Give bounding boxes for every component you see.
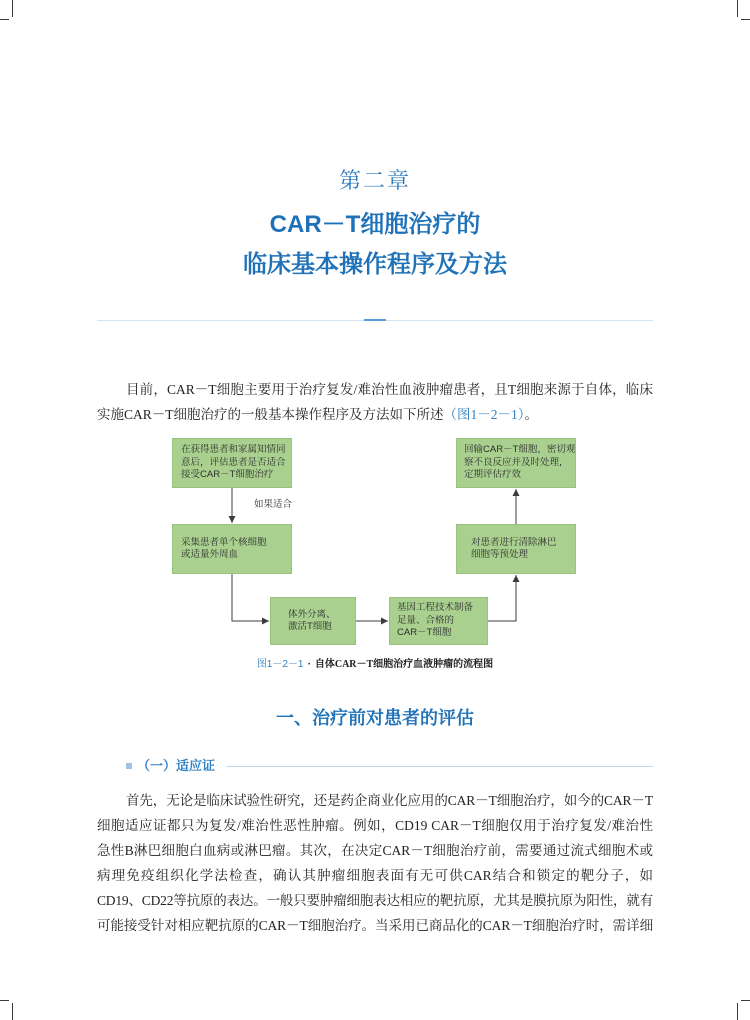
figure-caption-separator: · [307, 659, 311, 670]
figure-caption-text: 自体CAR－T细胞治疗血液肿瘤的流程图 [314, 659, 494, 670]
flow-box-car-t-manufacturing [389, 597, 488, 645]
subsection-rule [226, 766, 653, 767]
flow-box-text-line: CAR－T细胞 [397, 627, 452, 639]
body-paragraph-line: 病理免疫组织化学法检查，确认其肿瘤细胞表面有无可供CAR结合和锁定的靶分子，如 [97, 868, 653, 883]
chapter-title-line: CAR－T细胞治疗的 [269, 211, 481, 238]
flow-box-t-cell-activation [270, 597, 356, 645]
chapter-title-line: 临床基本操作程序及方法 [243, 251, 507, 278]
section-heading: 一、治疗前对患者的评估 [276, 708, 474, 728]
crop-mark-bottom-right-vertical [737, 1003, 738, 1020]
crop-mark-bottom-left-horizontal [0, 1000, 9, 1001]
crop-mark-bottom-right-horizontal [741, 1000, 750, 1001]
subsection-heading: （一）适应证 [137, 758, 216, 773]
body-paragraph-line: 首先，无论是临床试验性研究，还是药企商业化应用的CAR－T细胞治疗，如今的CAR－T [126, 793, 653, 808]
flow-box-text-line: 足量、合格的 [397, 614, 455, 626]
figure-reference: （图1－2－1） [443, 407, 525, 422]
crop-mark-top-right-horizontal [741, 19, 750, 20]
crop-mark-top-left-vertical [12, 0, 13, 17]
body-paragraph-line: 可能接受针对相应靶抗原的CAR－T细胞治疗。当采用已商品化的CAR－T细胞治疗时，需详细 [97, 918, 653, 933]
intro-paragraph-line [97, 402, 653, 427]
crop-mark-top-right-vertical [737, 0, 738, 17]
body-paragraph-line: CD19、CD22等抗原的表达。一般只要肿瘤细胞表达相应的靶抗原，尤其是膜抗原为阳性，就有 [97, 893, 653, 908]
flow-box-text-line: 或适量外周血 [181, 549, 239, 560]
arrow-collection-to-activation [232, 574, 269, 621]
flow-box-cell-collection [172, 524, 292, 574]
body-paragraph-line: 急性B淋巴细胞白血病或淋巴瘤。其次，在决定CAR－T细胞治疗前，需要通过流式细胞术或 [97, 843, 653, 858]
flow-box-text-line: 察不良反应并及时处理， [464, 456, 569, 468]
flow-box-patient-evaluation [172, 438, 292, 488]
square-bullet-icon [126, 763, 132, 769]
flow-box-text-line: 在获得患者和家属知情同 [181, 444, 286, 456]
figure-caption-label: 图1－2－1 [256, 659, 304, 670]
flow-box-text-line: 接受CAR－T细胞治疗 [181, 469, 274, 481]
flow-box-lymphodepletion [456, 524, 576, 574]
intro-paragraph-end: 。 [524, 407, 539, 422]
flow-box-text-line: 激活T细胞 [288, 621, 332, 632]
chapter-number: 第二章 [338, 168, 411, 193]
header-rule-accent [364, 319, 386, 321]
crop-mark-top-left-horizontal [0, 19, 9, 20]
crop-mark-bottom-left-vertical [12, 1003, 13, 1020]
flow-box-text-line: 体外分离、 [288, 608, 336, 620]
flow-box-text-line: 意后，评估患者是否适合 [181, 456, 286, 468]
body-paragraph-line: 细胞适应证都只为复发/难治性恶性肿瘤。例如，CD19 CAR－T细胞仅用于治疗复发/难治性 [97, 818, 653, 833]
intro-paragraph-text: 实施CAR－T细胞治疗的一般基本操作程序及方法如下所述 [97, 407, 444, 422]
flow-box-text-line: 对患者进行清除淋巴 [471, 536, 557, 548]
flow-edge-label: 如果适合 [254, 499, 293, 510]
intro-paragraph-line: 目前，CAR－T细胞主要用于治疗复发/难治性血液肿瘤患者，且T细胞来源于自体，临床 [126, 382, 653, 397]
flow-box-text-line: 回输CAR－T细胞，密切观 [464, 444, 575, 456]
flowchart-figure [160, 430, 590, 655]
flow-box-text-line: 细胞等预处理 [471, 549, 529, 560]
flow-box-text-line: 基因工程技术制备 [397, 602, 474, 614]
arrow-manufacturing-to-lymphodepletion [488, 575, 516, 621]
flow-box-text-line: 采集患者单个核细胞 [181, 536, 267, 548]
flow-box-reinfusion [456, 438, 576, 488]
flow-box-text-line: 定期评估疗效 [464, 469, 522, 481]
figure-caption [0, 658, 750, 672]
